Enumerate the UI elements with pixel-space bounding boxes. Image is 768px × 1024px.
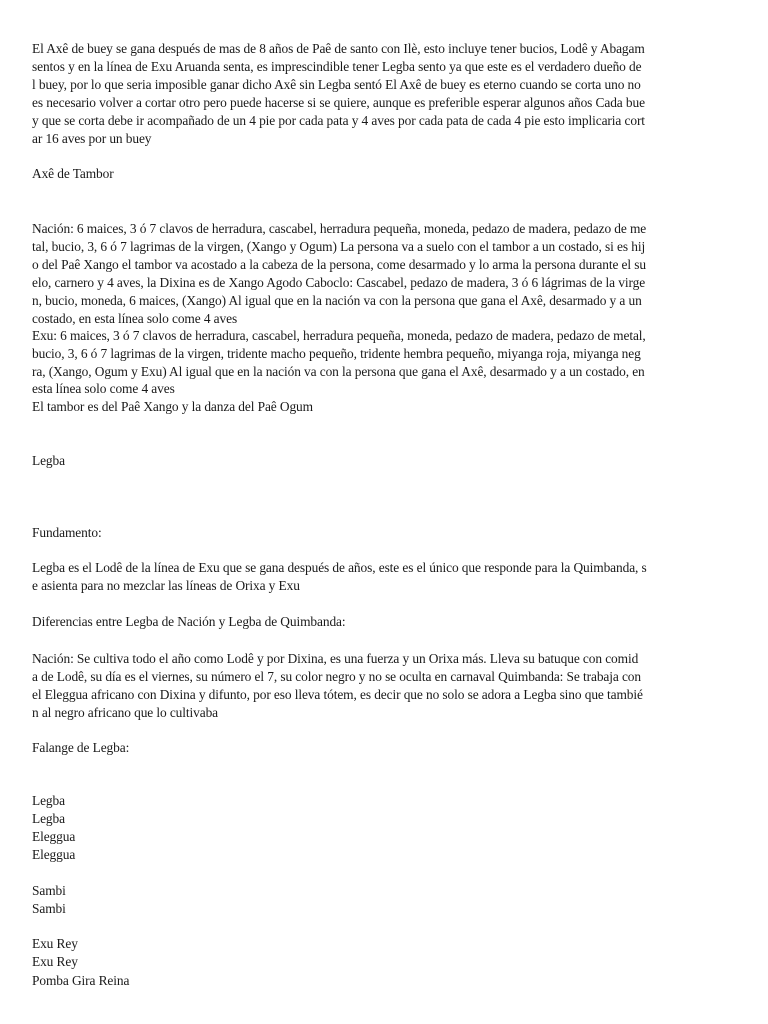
section-heading-diferencias: Diferencias entre Legba de Nación y Legba de Quimbanda: <box>32 614 346 629</box>
text-line: ra, (Xango, Ogum y Exu) Al igual que en la nación va con la persona que gana el Axê, desarmado y a un costado, en <box>32 364 645 379</box>
section-heading-axe-de-tambor: Axê de Tambor <box>32 166 114 181</box>
text-line: sentos y en la línea de Exu Aruanda senta, es imprescindible tener Legba sento ya que este es el verdadero dueño de <box>32 59 642 74</box>
section-heading-fundamento: Fundamento: <box>32 525 102 540</box>
list-item: Sambi <box>32 901 66 916</box>
text-line: a de Lodê, su día es el viernes, su número el 7, su color negro y no se oculta en carnaval Quimbanda: Se trabaja con <box>32 669 641 684</box>
list-item: Sambi <box>32 883 66 898</box>
text-line: Nación: Se cultiva todo el año como Lodê y por Dixina, es una fuerza y un Orixa más. Lleva su batuque con comid <box>32 651 639 666</box>
section-heading-falange: Falange de Legba: <box>32 740 130 755</box>
list-item: Exu Rey <box>32 954 78 969</box>
text-line: costado, en esta línea solo come 4 aves <box>32 311 238 326</box>
text-line: Exu: 6 maices, 3 ó 7 clavos de herradura, cascabel, herradura pequeña, moneda, pedazo de madera, pedazo de metal, <box>32 328 646 343</box>
list-item: Eleggua <box>32 847 76 862</box>
text-line: bucio, 3, 6 ó 7 lagrimas de la virgen, tridente macho pequeño, tridente hembra pequeño, miyanga roja, miyanga neg <box>32 346 641 361</box>
list-item: Eleggua <box>32 829 76 844</box>
text-line: tal, bucio, 3, 6 ó 7 lagrimas de la virgen, (Xango y Ogum) La persona va a suelo con el tambor a un costado, si es hij <box>32 239 646 254</box>
text-line: El tambor es del Paê Xango y la danza del Paê Ogum <box>32 399 313 414</box>
text-line: Nación: 6 maices, 3 ó 7 clavos de herradura, cascabel, herradura pequeña, moneda, pedazo de madera, pedazo de me <box>32 221 647 236</box>
text-line: l buey, por lo que seria imposible ganar dicho Axê sin Legba sentó El Axê de buey es eterno cuando se corta uno no <box>32 77 641 92</box>
text-line: n, bucio, moneda, 6 maices, (Xango) Al igual que en la nación va con la persona que gana el Axê, desarmado y a un <box>32 293 642 308</box>
text-line: o del Paê Xango el tambor va acostado a la cabeza de la persona, come desarmado y lo arma la persona durante el su <box>32 257 646 272</box>
text-line: es necesario volver a cortar otro pero puede hacerse si se quiere, aunque es preferible esperar algunos años Cada bue <box>32 95 645 110</box>
text-line: ar 16 aves por un buey <box>32 131 152 146</box>
text-line: e asienta para no mezclar las líneas de Orixa y Exu <box>32 578 300 593</box>
text-line: Legba es el Lodê de la línea de Exu que se gana después de años, este es el único que responde para la Quimbanda, s <box>32 560 647 575</box>
section-heading-legba: Legba <box>32 453 65 468</box>
text-line: esta línea solo come 4 aves <box>32 381 175 396</box>
list-item: Legba <box>32 811 65 826</box>
list-item: Pomba Gira Reina <box>32 973 130 988</box>
text-line: El Axê de buey se gana después de mas de 8 años de Paê de santo con Ilè, esto incluye tener bucios, Lodê y Abagam <box>32 41 645 56</box>
list-item: Exu Rey <box>32 936 78 951</box>
list-item: Legba <box>32 793 65 808</box>
text-line: y que se corta debe ir acompañado de un 4 pie por cada pata y 4 aves por cada pata de cada 4 pie esto implicaria cort <box>32 113 645 128</box>
text-line: el Eleggua africano con Dixina y difunto, por eso lleva tótem, es decir que no solo se adora a Legba sino que tambié <box>32 687 643 702</box>
text-line: elo, carnero y 4 aves, la Dixina es de Xango Agodo Caboclo: Cascabel, pedazo de madera, 3 ó 6 lágrimas de la virge <box>32 275 646 290</box>
text-line: n al negro africano que lo cultivaba <box>32 705 219 720</box>
